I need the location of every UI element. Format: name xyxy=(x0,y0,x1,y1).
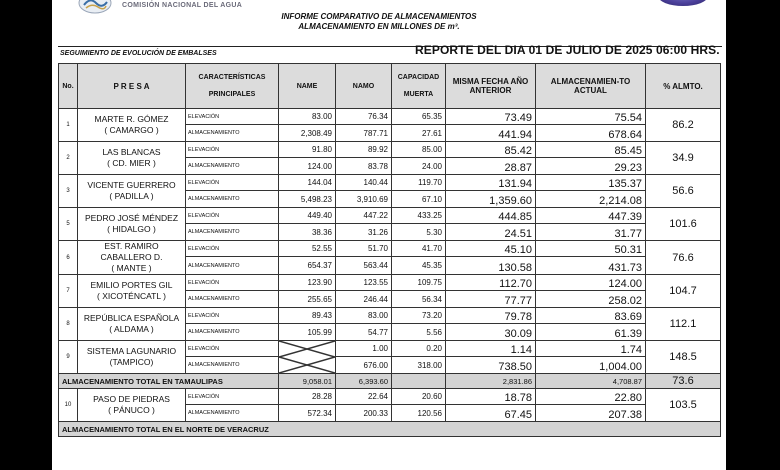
elev-name: 144.04 xyxy=(279,175,336,191)
elev-actual: 124.00 xyxy=(536,275,646,291)
dam-name-main: MARTE R. GÓMEZ xyxy=(94,114,169,124)
table-row xyxy=(59,241,721,257)
alm-namo: 83.78 xyxy=(336,158,392,175)
dam-number: 7 xyxy=(59,275,78,308)
elev-actual: 447.39 xyxy=(536,208,646,224)
total-pct: 73.6 xyxy=(646,374,721,389)
pct-value: 148.5 xyxy=(646,341,721,374)
pct-value: 56.6 xyxy=(646,175,721,208)
elev-anterior: 45.10 xyxy=(446,241,536,257)
dam-name-main: EMILIO PORTES GIL xyxy=(90,280,173,290)
col-capacidad-l1: CAPACIDAD xyxy=(397,74,440,81)
col-anterior-l1: MISMA FECHA AÑO xyxy=(452,77,529,86)
alm-namo: 3,910.69 xyxy=(336,191,392,208)
report-heading: INFORME COMPARATIVO DE ALMACENAMIENTOS xyxy=(281,12,477,21)
elev-namo: 447.22 xyxy=(336,208,392,224)
total-namo: 6,393.60 xyxy=(336,374,392,389)
elev-name: 91.80 xyxy=(279,142,336,158)
total-name: 9,058.01 xyxy=(279,374,336,389)
total-tamaulipas-label: ALMACENAMIENTO TOTAL EN TAMAULIPAS xyxy=(59,374,279,389)
elev-actual: 83.69 xyxy=(536,308,646,324)
col-name: NAME xyxy=(279,64,336,109)
col-actual-l2: ACTUAL xyxy=(574,86,607,95)
alm-namo: 54.77 xyxy=(336,324,392,341)
alm-anterior: 28.87 xyxy=(446,158,536,175)
alm-anterior: 77.77 xyxy=(446,291,536,308)
row-kind-storage: ALMACENAMIENTO xyxy=(186,191,279,208)
dam-number: 5 xyxy=(59,208,78,241)
elev-name: 83.00 xyxy=(279,109,336,125)
elev-muerta: 109.75 xyxy=(392,275,446,291)
col-caracteristicas-l2: PRINCIPALES xyxy=(208,91,256,98)
alm-muerta: 5.30 xyxy=(392,224,446,241)
row-kind-elevation: ELEVACIÓN xyxy=(186,341,279,357)
alm-anterior: 130.58 xyxy=(446,257,536,275)
row-kind-storage: ALMACENAMIENTO xyxy=(186,357,279,374)
dam-name-place: ( HIDALGO ) xyxy=(107,224,156,234)
elev-actual: 50.31 xyxy=(536,241,646,257)
pct-value: 104.7 xyxy=(646,275,721,308)
dam-name-place: ( XICOTÉNCATL ) xyxy=(97,291,166,301)
alm-anterior: 441.94 xyxy=(446,125,536,142)
dam-name-place: ( CD. MIER ) xyxy=(107,158,156,168)
alm-anterior: 67.45 xyxy=(446,405,536,422)
dam-number: 8 xyxy=(59,308,78,341)
dam-name-main: VICENTE GUERRERO xyxy=(87,180,176,190)
alm-muerta: 5.56 xyxy=(392,324,446,341)
table-row xyxy=(59,341,721,357)
dam-name-main: PEDRO JOSÉ MÉNDEZ xyxy=(84,213,179,223)
alm-muerta: 67.10 xyxy=(392,191,446,208)
pct-value: 34.9 xyxy=(646,142,721,175)
elev-namo: 123.55 xyxy=(336,275,392,291)
col-actual xyxy=(536,64,646,109)
not-applicable-cross xyxy=(279,341,336,374)
alm-actual: 61.39 xyxy=(536,324,646,341)
dam-name xyxy=(78,341,186,374)
elev-muerta: 85.00 xyxy=(392,142,446,158)
col-anterior-l2: ANTERIOR xyxy=(469,86,512,95)
pct-value: 103.5 xyxy=(646,389,721,422)
dam-name-main: REPÚBLICA ESPAÑOLA xyxy=(83,313,180,323)
elev-anterior: 73.49 xyxy=(446,109,536,125)
elev-namo: 83.00 xyxy=(336,308,392,324)
storage-table xyxy=(58,63,721,437)
elev-anterior: 79.78 xyxy=(446,308,536,324)
dam-name xyxy=(78,208,186,241)
elev-namo: 89.92 xyxy=(336,142,392,158)
table-row xyxy=(59,109,721,125)
alm-actual: 29.23 xyxy=(536,158,646,175)
alm-anterior: 1,359.60 xyxy=(446,191,536,208)
elev-muerta: 0.20 xyxy=(392,341,446,357)
table-row xyxy=(59,308,721,324)
col-actual-l1: ALMACENAMIEN-TO xyxy=(550,77,631,86)
pct-value: 112.1 xyxy=(646,308,721,341)
elev-muerta: 41.70 xyxy=(392,241,446,257)
col-capacidad-l2: MUERTA xyxy=(403,91,434,98)
alm-name: 5,498.23 xyxy=(279,191,336,208)
alm-namo: 31.26 xyxy=(336,224,392,241)
alm-muerta: 120.56 xyxy=(392,405,446,422)
row-kind-elevation: ELEVACIÓN xyxy=(186,142,279,158)
dam-name-place: (TAMPICO) xyxy=(109,357,154,367)
table-row xyxy=(59,175,721,191)
alm-muerta: 45.35 xyxy=(392,257,446,275)
elev-name: 89.43 xyxy=(279,308,336,324)
alm-name: 105.99 xyxy=(279,324,336,341)
dam-number: 9 xyxy=(59,341,78,374)
alm-anterior: 738.50 xyxy=(446,357,536,374)
alm-muerta: 27.61 xyxy=(392,125,446,142)
dam-number: 2 xyxy=(59,142,78,175)
dam-name-place: ( PADILLA ) xyxy=(109,191,154,201)
col-caracteristicas-l1: CARACTERÍSTICAS xyxy=(198,74,266,81)
elev-muerta: 20.60 xyxy=(392,389,446,405)
emblem-orb xyxy=(658,0,708,6)
pct-value: 86.2 xyxy=(646,109,721,142)
alm-muerta: 24.00 xyxy=(392,158,446,175)
elev-name: 449.40 xyxy=(279,208,336,224)
elev-anterior: 1.14 xyxy=(446,341,536,357)
col-no: No. xyxy=(59,64,78,109)
alm-actual: 678.64 xyxy=(536,125,646,142)
alm-name: 124.00 xyxy=(279,158,336,175)
elev-namo: 22.64 xyxy=(336,389,392,405)
alm-muerta: 56.34 xyxy=(392,291,446,308)
alm-name: 38.36 xyxy=(279,224,336,241)
table-body xyxy=(59,109,721,437)
total-veracruz-row xyxy=(59,422,721,437)
elev-namo: 76.34 xyxy=(336,109,392,125)
alm-name: 654.37 xyxy=(279,257,336,275)
tracking-subtitle: SEGUIMIENTO DE EVOLUCIÓN DE EMBALSES xyxy=(60,50,217,57)
alm-name: 255.65 xyxy=(279,291,336,308)
dam-number: 10 xyxy=(59,389,78,422)
table-row xyxy=(59,389,721,405)
row-kind-storage: ALMACENAMIENTO xyxy=(186,125,279,142)
alm-muerta: 318.00 xyxy=(392,357,446,374)
elev-anterior: 85.42 xyxy=(446,142,536,158)
row-kind-storage: ALMACENAMIENTO xyxy=(186,158,279,175)
row-kind-storage: ALMACENAMIENTO xyxy=(186,324,279,341)
elev-namo: 51.70 xyxy=(336,241,392,257)
elev-actual: 1.74 xyxy=(536,341,646,357)
col-capacidad xyxy=(392,64,446,109)
alm-namo: 787.71 xyxy=(336,125,392,142)
total-muerta xyxy=(392,374,446,389)
dam-name-place: ( CAMARGO ) xyxy=(104,125,159,135)
pct-value: 76.6 xyxy=(646,241,721,275)
total-anterior: 2,831.86 xyxy=(446,374,536,389)
alm-actual: 1,004.00 xyxy=(536,357,646,374)
dam-number: 1 xyxy=(59,109,78,142)
alm-anterior: 24.51 xyxy=(446,224,536,241)
row-kind-elevation: ELEVACIÓN xyxy=(186,389,279,405)
dam-name xyxy=(78,275,186,308)
alm-actual: 2,214.08 xyxy=(536,191,646,208)
row-kind-elevation: ELEVACIÓN xyxy=(186,208,279,224)
elev-namo: 1.00 xyxy=(336,341,392,357)
col-presa: P R E S A xyxy=(78,64,186,109)
cross-out-icon xyxy=(279,341,335,373)
alm-actual: 31.77 xyxy=(536,224,646,241)
elev-anterior: 131.94 xyxy=(446,175,536,191)
elev-anterior: 444.85 xyxy=(446,208,536,224)
elev-name: 123.90 xyxy=(279,275,336,291)
report-sheet xyxy=(52,0,726,470)
row-kind-elevation: ELEVACIÓN xyxy=(186,241,279,257)
alm-actual: 207.38 xyxy=(536,405,646,422)
dam-name xyxy=(78,241,186,275)
elev-namo: 140.44 xyxy=(336,175,392,191)
table-row xyxy=(59,142,721,158)
row-kind-elevation: ELEVACIÓN xyxy=(186,175,279,191)
elev-actual: 135.37 xyxy=(536,175,646,191)
dam-name xyxy=(78,389,186,422)
total-actual: 4,708.87 xyxy=(536,374,646,389)
pct-value: 101.6 xyxy=(646,208,721,241)
alm-namo: 563.44 xyxy=(336,257,392,275)
row-kind-elevation: ELEVACIÓN xyxy=(186,308,279,324)
report-units: ALMACENAMIENTO EN MILLONES DE m³. xyxy=(298,22,460,31)
row-kind-storage: ALMACENAMIENTO xyxy=(186,224,279,241)
col-namo: NAMO xyxy=(336,64,392,109)
elev-muerta: 73.20 xyxy=(392,308,446,324)
dam-name xyxy=(78,109,186,142)
table-header-row xyxy=(59,64,721,109)
elev-muerta: 433.25 xyxy=(392,208,446,224)
dam-name-main: PASO DE PIEDRAS xyxy=(93,394,170,404)
row-kind-elevation: ELEVACIÓN xyxy=(186,275,279,291)
dam-name xyxy=(78,175,186,208)
alm-name: 572.34 xyxy=(279,405,336,422)
report-date-title: REPORTE DEL DIA 01 DE JULIO DE 2025 06:00 HRS. xyxy=(415,43,720,57)
elev-actual: 85.45 xyxy=(536,142,646,158)
dam-name-place: ( PÁNUCO ) xyxy=(108,405,155,415)
row-kind-storage: ALMACENAMIENTO xyxy=(186,291,279,308)
dam-name-main: LAS BLANCAS xyxy=(102,147,161,157)
col-pct: % ALMTO. xyxy=(646,64,721,109)
alm-namo: 246.44 xyxy=(336,291,392,308)
total-veracruz-label: ALMACENAMIENTO TOTAL EN EL NORTE DE VERACRUZ xyxy=(59,422,721,437)
elev-muerta: 119.70 xyxy=(392,175,446,191)
dam-number: 6 xyxy=(59,241,78,275)
alm-namo: 200.33 xyxy=(336,405,392,422)
dam-number: 3 xyxy=(59,175,78,208)
alm-actual: 431.73 xyxy=(536,257,646,275)
elev-name: 28.28 xyxy=(279,389,336,405)
agency-name: COMISIÓN NACIONAL DEL AGUA xyxy=(122,2,243,9)
dam-name-main: EST. RAMIRO CABALLERO D. xyxy=(100,241,163,262)
row-kind-storage: ALMACENAMIENTO xyxy=(186,257,279,275)
table-row xyxy=(59,208,721,224)
total-tamaulipas-row xyxy=(59,374,721,389)
elev-name: 52.55 xyxy=(279,241,336,257)
elev-anterior: 112.70 xyxy=(446,275,536,291)
alm-anterior: 30.09 xyxy=(446,324,536,341)
alm-actual: 258.02 xyxy=(536,291,646,308)
dam-name-place: ( MANTE ) xyxy=(111,263,152,273)
dam-name xyxy=(78,308,186,341)
dam-name-main: SISTEMA LAGUNARIO xyxy=(86,346,177,356)
alm-name: 2,308.49 xyxy=(279,125,336,142)
elev-actual: 75.54 xyxy=(536,109,646,125)
row-kind-storage: ALMACENAMIENTO xyxy=(186,405,279,422)
elev-anterior: 18.78 xyxy=(446,389,536,405)
elev-actual: 22.80 xyxy=(536,389,646,405)
col-anterior xyxy=(446,64,536,109)
row-kind-elevation: ELEVACIÓN xyxy=(186,109,279,125)
dam-name xyxy=(78,142,186,175)
dam-name-place: ( ALDAMA ) xyxy=(109,324,154,334)
alm-namo: 676.00 xyxy=(336,357,392,374)
elev-muerta: 65.35 xyxy=(392,109,446,125)
col-caracteristicas xyxy=(186,64,279,109)
table-row xyxy=(59,275,721,291)
